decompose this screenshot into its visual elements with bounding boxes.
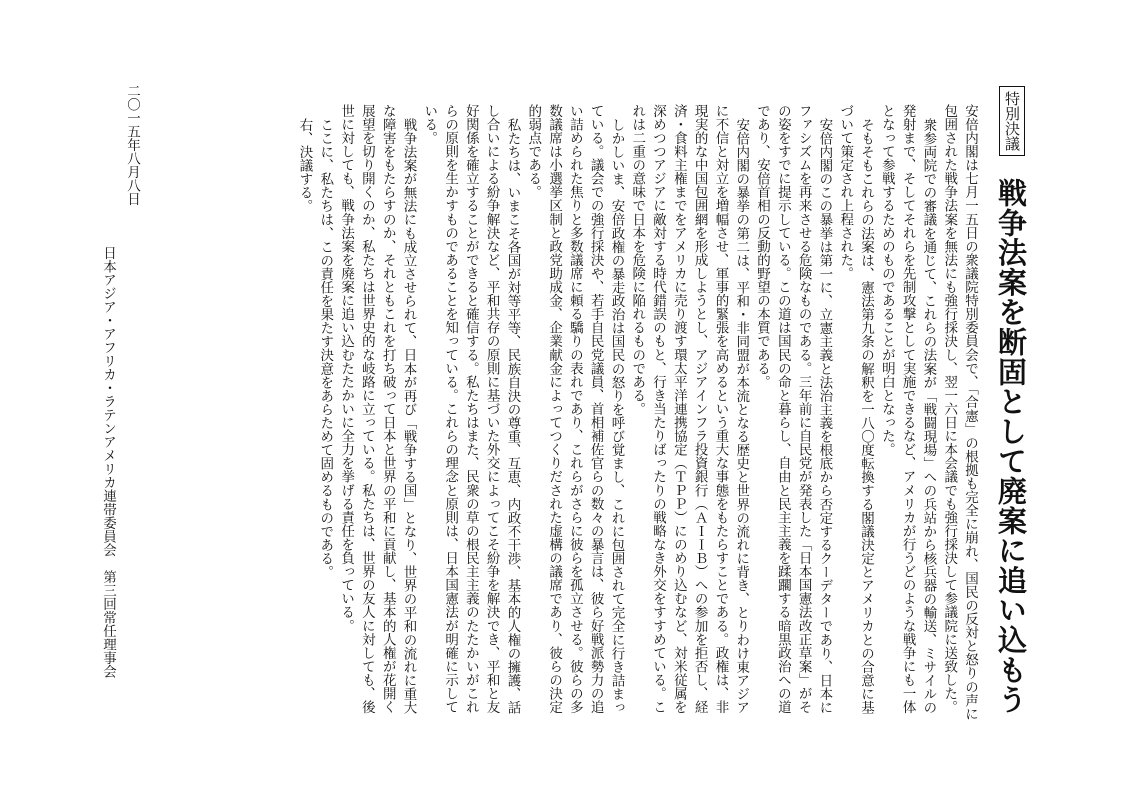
body-paragraph: 私たちは、いまこそ各国が対等平等、民族自決の尊重、互恵、内政不干渉、基本的人権の擁護、話し合いによる紛争解決など、平和共存の原則に基づいた外交によってこそ紛争を解決でき、平和と友好関係を確立することができると確信する。私たちはまた、民衆の草の根民主主義のたたかいがこれらの原則を生かすものであることを知っている。これらの理念と原則は、日本国憲法が明確に示している。	[421, 104, 521, 714]
signature: 日本アジア・アフリカ・ラテンアメリカ連帯委員会 第三回常任理事会	[100, 246, 116, 678]
body-paragraph: 安倍内閣のこの暴挙は第一に、立憲主義と法治主義を根底から否定するクーデターであり、日本にファシズムを再来させる危険なものである。三年前に自民党が発表した「日本国憲法改正草案」がその姿をすでに提示している。この道は国民の命と暮らし、自由と民主主義を蹂躙する暗黒政治への道であり、安倍首相の反動的野望の本質である。	[754, 104, 833, 714]
special-resolution-label: 特別決議	[999, 86, 1025, 156]
body-paragraph: 右、決議する。	[296, 117, 313, 213]
resolution-body	[210, 104, 980, 724]
body-paragraph: 衆参両院での審議を通じて、これらの法案が「戦闘現場」への兵站から核兵器の輸送、ミサイルの発射まで、そしてそれらを先制攻撃として実施できるなど、アメリカが行うどのような戦争にも一体となって参戦するためのものであることが明白となった。	[878, 104, 937, 714]
page-title: 戦争法案を断固として廃案に追い込もう	[994, 178, 1028, 715]
body-paragraph: そもそもこれらの法案は、憲法第九条の解釈を一八〇度転換する閣議決定とアメリカとの合意に基づいて策定され上程された。	[837, 104, 875, 714]
resolution-date: 二〇一五年八月八日	[124, 84, 140, 206]
body-paragraph: しかしいま、安倍政権の暴走政治は国民の怒りを呼び覚まし、これに包囲されて完全に行き詰まっている。議会での強行採決や、若手自民党議員、首相補佐官らの数々の暴言は、彼ら好戦派勢力の追い詰められた焦りと多数議席に頼る驕りの表れであり、これらがさらに彼らを孤立させる。彼らの多数議席は小選挙区制と政党助成金、企業献金によってつくりだされた虚構の議席であり、彼らの決定的弱点である。	[525, 104, 625, 714]
body-paragraph: ここに、私たちは、この責任を果たす決意をあらためて固めるものである。	[317, 117, 334, 579]
body-paragraph: 戦争法案が無法にも成立させられて、日本が再び「戦争する国」となり、世界の平和の流れに重大な障害をもたらすのか、それともこれを打ち破って日本と世界の平和に貢献し、基本的人権が花開く展望を切り開くのか、私たちは世界史的な岐路に立っている。私たちは、世界の友人に対しても、後世に対しても、戦争法案を廃案に追い込むたたかいに全力を挙げる責任を負っている。	[338, 104, 417, 714]
body-paragraph: 安倍内閣の暴挙の第二は、平和・非同盟が本流となる歴史と世界の流れに背き、とりわけ東アジアに不信と対立を増幅させ、軍事的緊張を高めるという重大な事態をもたらすことである。政権は、非現実的な中国包囲網を形成しようとし、アジアインフラ投資銀行（ＡＩＩＢ）への参加を拒否し、経済・食料主権までをアメリカに売り渡す環太平洋連携協定（ＴＰＰ）にのめり込むなど、対米従属を深めつつアジアに敵対する時代錯誤のもと、行き当たりばったりの戦略なき外交をすすめている。これは二重の意味で日本を危険に陥れるものである。	[629, 104, 750, 714]
body-paragraph: 安倍内閣は七月一五日の衆議院特別委員会で、「合憲」の根拠も完全に崩れ、国民の反対と怒りの声に包囲された戦争法案を無法にも強行採決し、翌一六日に本会議でも強行採決して参議院に送致した。	[941, 104, 978, 721]
